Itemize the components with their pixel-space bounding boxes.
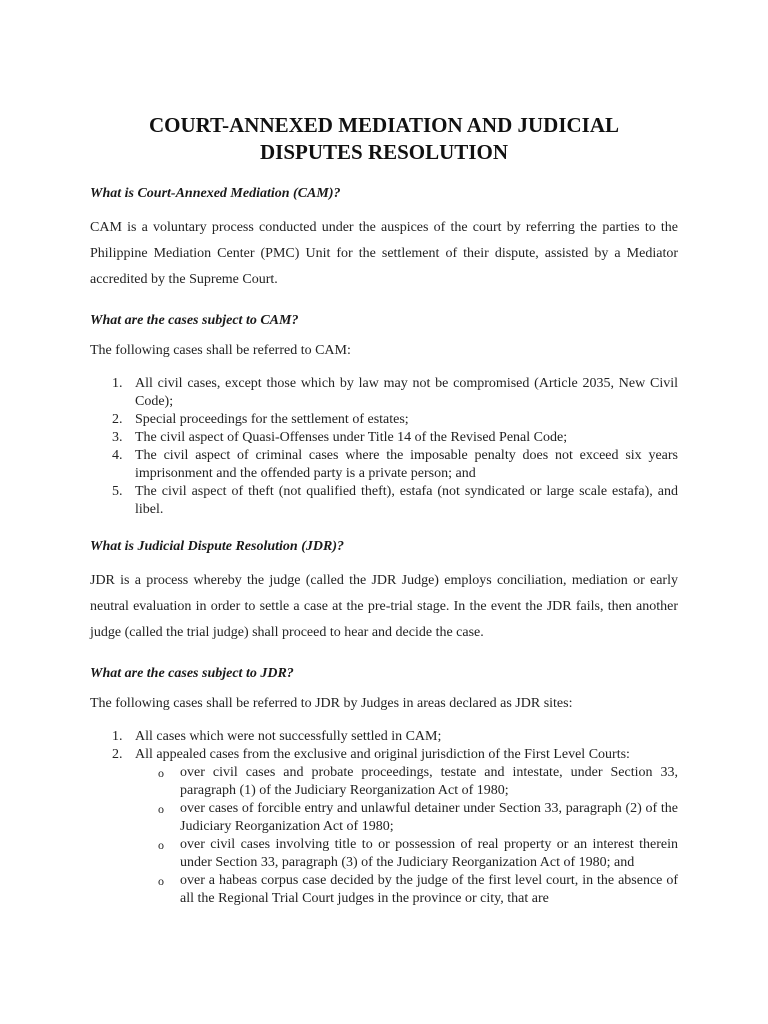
list-marker: 1.	[112, 729, 123, 744]
sub-list-item	[135, 800, 678, 836]
list-item	[90, 447, 678, 483]
sub-list-item	[135, 872, 678, 908]
list-item-text: All appealed cases from the exclusive and original jurisdiction of the First Level Courts:	[135, 747, 630, 762]
list-marker: 3.	[112, 430, 123, 445]
list-marker: 5.	[112, 484, 123, 499]
list-item	[90, 483, 678, 519]
list-item	[90, 375, 678, 411]
document-title	[90, 112, 678, 166]
cam-cases-question: What are the cases subject to CAM?	[90, 313, 299, 328]
jdr-definition-answer: JDR is a process whereby the judge (called the JDR Judge) employs conciliation, mediation or early neutral evaluation in order to settle a case at the pre-trial stage. In the event the JDR fails, then another judge (called the trial judge) shall proceed to hear and decide the case.	[90, 573, 678, 640]
list-item	[90, 411, 678, 429]
cam-cases-intro: The following cases shall be referred to CAM:	[90, 343, 351, 358]
list-item	[90, 746, 678, 908]
list-marker: 2.	[112, 747, 123, 762]
sub-list-item	[135, 836, 678, 872]
list-item-text: Special proceedings for the settlement of estates;	[135, 412, 409, 427]
jdr-cases-question: What are the cases subject to JDR?	[90, 666, 294, 681]
title-line-2: DISPUTES RESOLUTION	[260, 140, 508, 164]
list-item-text: The civil aspect of criminal cases where the imposable penalty does not exceed six years imprisonment and the offended party is a private person; and	[135, 448, 678, 481]
sub-list-item-text: over civil cases and probate proceedings, testate and intestate, under Section 33, paragraph (1) of the Judiciary Reorganization Act of 1980;	[180, 765, 678, 798]
cam-definition-answer: CAM is a voluntary process conducted under the auspices of the court by referring the parties to the Philippine Mediation Center (PMC) Unit for the settlement of their dispute, assisted by a Mediator accredited by the Supreme Court.	[90, 220, 678, 287]
sub-list-item-text: over cases of forcible entry and unlawful detainer under Section 33, paragraph (2) of the Judiciary Reorganization Act of 1980;	[180, 801, 678, 834]
bullet-icon: o	[158, 802, 164, 816]
cam-cases-list	[90, 375, 678, 519]
list-item	[90, 728, 678, 746]
jdr-definition-question: What is Judicial Dispute Resolution (JDR)?	[90, 539, 344, 554]
jdr-appealed-cases-sublist	[135, 764, 678, 908]
list-item-text: All cases which were not successfully settled in CAM;	[135, 729, 442, 744]
bullet-icon: o	[158, 874, 164, 888]
sub-list-item	[135, 764, 678, 800]
jdr-cases-intro: The following cases shall be referred to JDR by Judges in areas declared as JDR sites:	[90, 696, 573, 711]
cam-definition-question: What is Court-Annexed Mediation (CAM)?	[90, 186, 341, 201]
bullet-icon: o	[158, 766, 164, 780]
bullet-icon: o	[158, 838, 164, 852]
list-marker: 2.	[112, 412, 123, 427]
sub-list-item-text: over a habeas corpus case decided by the judge of the first level court, in the absence of all the Regional Trial Court judges in the province or city, that are	[180, 873, 678, 906]
list-item-text: All civil cases, except those which by law may not be compromised (Article 2035, New Civil Code);	[135, 376, 678, 409]
list-marker: 1.	[112, 376, 123, 391]
document-page	[90, 112, 678, 927]
list-marker: 4.	[112, 448, 123, 463]
list-item	[90, 429, 678, 447]
jdr-cases-list	[90, 728, 678, 908]
sub-list-item-text: over civil cases involving title to or possession of real property or an interest therein under Section 33, paragraph (3) of the Judiciary Reorganization Act of 1980; and	[180, 837, 678, 870]
title-line-1: COURT-ANNEXED MEDIATION AND JUDICIAL	[148, 113, 620, 137]
list-item-text: The civil aspect of Quasi-Offenses under Title 14 of the Revised Penal Code;	[135, 430, 568, 445]
list-item-text: The civil aspect of theft (not qualified theft), estafa (not syndicated or large scale estafa), and libel.	[135, 484, 678, 517]
